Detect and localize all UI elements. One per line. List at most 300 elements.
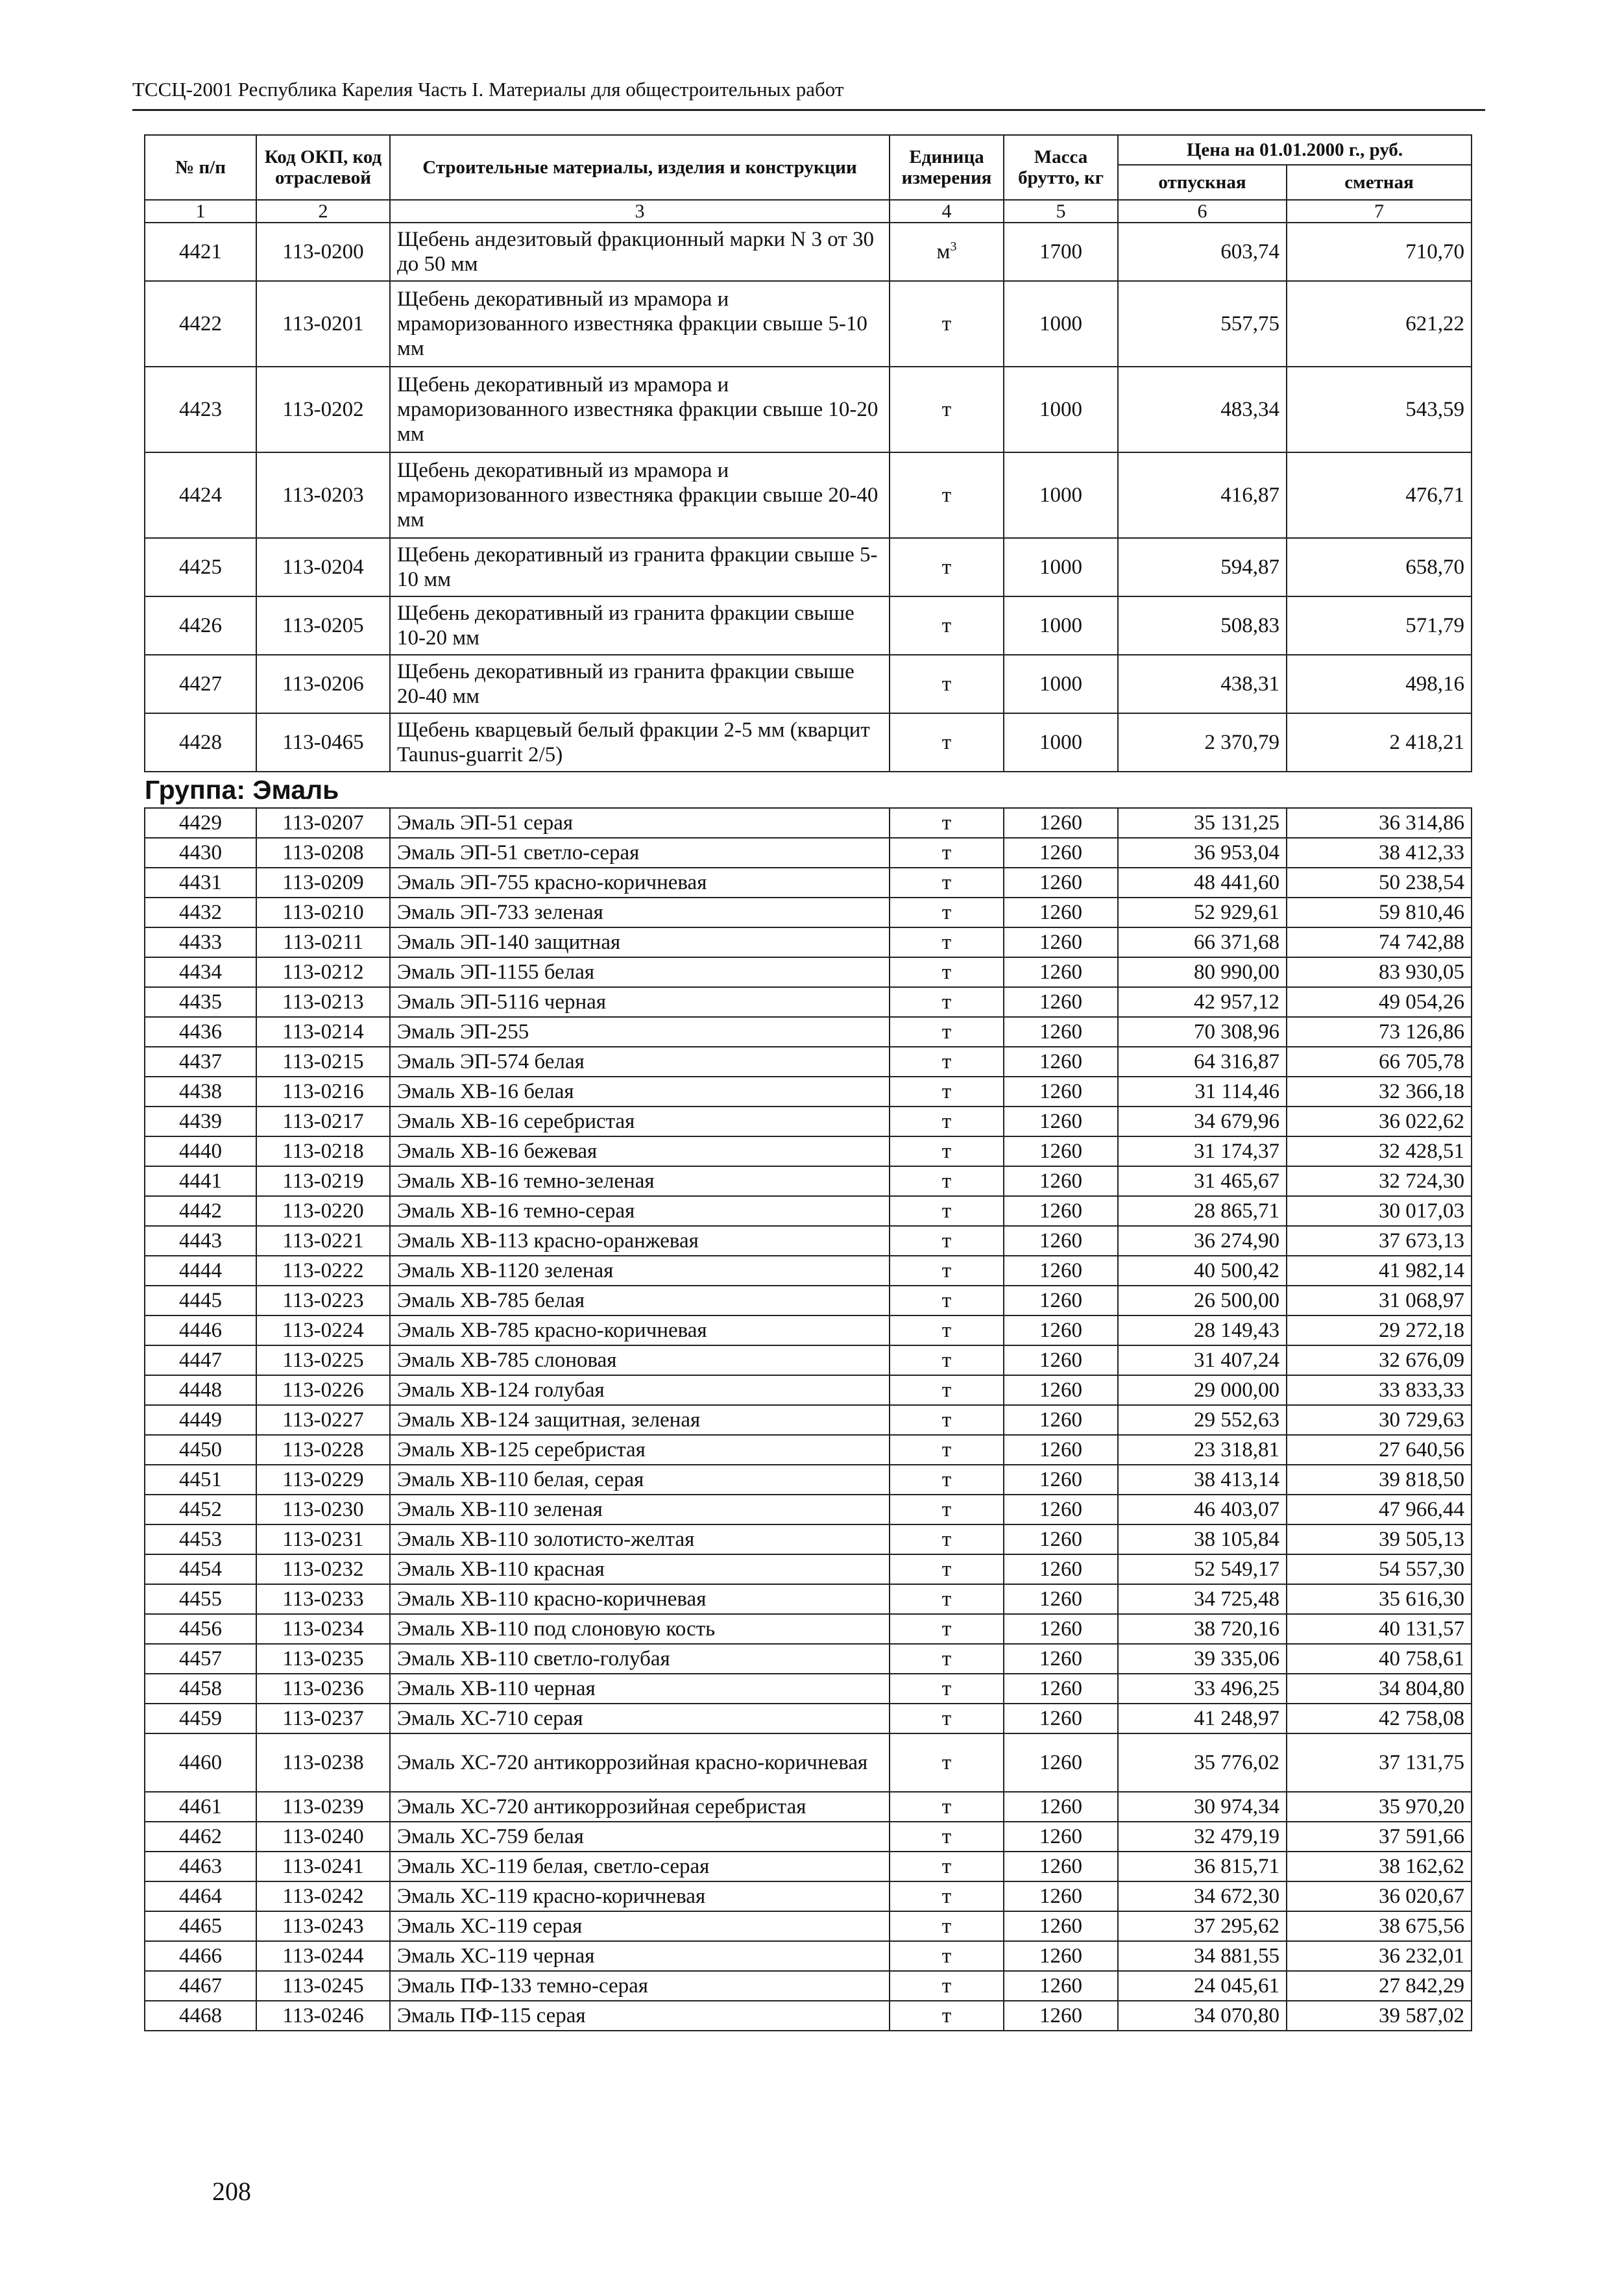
cell-num: 4435 [145, 987, 256, 1017]
cell-price-estimate: 54 557,30 [1287, 1554, 1472, 1584]
cell-unit: т [890, 367, 1004, 452]
table-row [145, 1345, 1472, 1375]
cell-price-estimate: 42 758,08 [1287, 1704, 1472, 1733]
table-row [145, 1315, 1472, 1345]
cell-unit: т [890, 808, 1004, 838]
cell-mass: 1260 [1004, 1852, 1118, 1881]
cell-unit: т [890, 1465, 1004, 1495]
cell-unit: т [890, 1822, 1004, 1852]
table-row [145, 2001, 1472, 2031]
cell-price-estimate: 29 272,18 [1287, 1315, 1472, 1345]
table-row [145, 1584, 1472, 1614]
cell-num: 4424 [145, 452, 256, 538]
cell-price-release: 34 881,55 [1118, 1941, 1287, 1971]
cell-price-release: 483,34 [1118, 367, 1287, 452]
table-row [145, 1286, 1472, 1315]
table-row [145, 927, 1472, 957]
cell-num: 4449 [145, 1405, 256, 1435]
crushed-stone-rows [145, 223, 1472, 772]
cell-price-release: 35 776,02 [1118, 1733, 1287, 1792]
cell-name: Эмаль ЭП-574 белая [390, 1047, 890, 1077]
cell-unit: т [890, 1524, 1004, 1554]
cell-price-release: 24 045,61 [1118, 1971, 1287, 2001]
cell-mass: 1260 [1004, 1674, 1118, 1704]
cell-mass: 1260 [1004, 1644, 1118, 1674]
cell-name: Эмаль ХВ-110 черная [390, 1674, 890, 1704]
cell-price-release: 35 131,25 [1118, 808, 1287, 838]
cell-unit: т [890, 1017, 1004, 1047]
cell-okp: 113-0217 [256, 1107, 390, 1136]
cell-mass: 1260 [1004, 808, 1118, 838]
cell-num: 4428 [145, 713, 256, 772]
cell-price-release: 31 465,67 [1118, 1166, 1287, 1196]
cell-price-release: 80 990,00 [1118, 957, 1287, 987]
cell-mass: 1260 [1004, 1196, 1118, 1226]
cell-okp: 113-0208 [256, 838, 390, 868]
cell-price-release: 38 105,84 [1118, 1524, 1287, 1554]
cell-num: 4454 [145, 1554, 256, 1584]
cell-num: 4429 [145, 808, 256, 838]
cell-price-release: 32 479,19 [1118, 1822, 1287, 1852]
table-row [145, 898, 1472, 927]
cell-price-estimate: 710,70 [1287, 223, 1472, 281]
cell-okp: 113-0220 [256, 1196, 390, 1226]
table-row [145, 538, 1472, 596]
cell-price-release: 66 371,68 [1118, 927, 1287, 957]
cell-price-estimate: 38 675,56 [1287, 1911, 1472, 1941]
cell-okp: 113-0234 [256, 1614, 390, 1644]
table-row [145, 838, 1472, 868]
header-unit: Единица измерения [890, 135, 1004, 200]
cell-num: 4448 [145, 1375, 256, 1405]
cell-name: Эмаль ХВ-124 голубая [390, 1375, 890, 1405]
table-row [145, 1941, 1472, 1971]
cell-name: Эмаль ХВ-110 светло-голубая [390, 1644, 890, 1674]
cell-price-estimate: 38 412,33 [1287, 838, 1472, 868]
cell-price-estimate: 39 587,02 [1287, 2001, 1472, 2031]
cell-mass: 1000 [1004, 655, 1118, 713]
cell-price-release: 34 672,30 [1118, 1881, 1287, 1911]
cell-mass: 1260 [1004, 1166, 1118, 1196]
cell-name: Щебень кварцевый белый фракции 2-5 мм (кварцит Taunus-guarrit 2/5) [390, 713, 890, 772]
cell-okp: 113-0242 [256, 1881, 390, 1911]
cell-okp: 113-0212 [256, 957, 390, 987]
cell-price-estimate: 476,71 [1287, 452, 1472, 538]
table-row [145, 655, 1472, 713]
cell-name: Эмаль ЭП-755 красно-коричневая [390, 868, 890, 898]
cell-name: Эмаль ПФ-133 темно-серая [390, 1971, 890, 2001]
cell-okp: 113-0226 [256, 1375, 390, 1405]
cell-unit: т [890, 1286, 1004, 1315]
cell-unit: т [890, 1554, 1004, 1584]
cell-price-estimate: 32 724,30 [1287, 1166, 1472, 1196]
cell-mass: 1700 [1004, 223, 1118, 281]
cell-okp: 113-0204 [256, 538, 390, 596]
cell-num: 4425 [145, 538, 256, 596]
table-row [145, 1614, 1472, 1644]
cell-num: 4434 [145, 957, 256, 987]
cell-name: Эмаль ХВ-113 красно-оранжевая [390, 1226, 890, 1256]
cell-unit: т [890, 281, 1004, 367]
cell-okp: 113-0244 [256, 1941, 390, 1971]
cell-price-estimate: 35 616,30 [1287, 1584, 1472, 1614]
table-row [145, 1077, 1472, 1107]
cell-okp: 113-0227 [256, 1405, 390, 1435]
header-mass: Масса брутто, кг [1004, 135, 1118, 200]
unit-base: м [936, 240, 951, 263]
cell-mass: 1260 [1004, 1286, 1118, 1315]
cell-okp: 113-0233 [256, 1584, 390, 1614]
cell-okp: 113-0224 [256, 1315, 390, 1345]
cell-unit: т [890, 1405, 1004, 1435]
cell-price-estimate: 36 022,62 [1287, 1107, 1472, 1136]
cell-mass: 1260 [1004, 1733, 1118, 1792]
table-row [145, 1733, 1472, 1792]
cell-num: 4436 [145, 1017, 256, 1047]
table-row [145, 1495, 1472, 1524]
cell-name: Эмаль ХВ-110 золотисто-желтая [390, 1524, 890, 1554]
cell-name: Эмаль ЭП-140 защитная [390, 927, 890, 957]
column-number: 1 [145, 200, 256, 223]
cell-name: Щебень декоративный из мрамора и мраморизованного известняка фракции свыше 20-40 мм [390, 452, 890, 538]
table-row [145, 1971, 1472, 2001]
cell-name: Эмаль ХС-119 черная [390, 1941, 890, 1971]
cell-mass: 1260 [1004, 1822, 1118, 1852]
cell-num: 4422 [145, 281, 256, 367]
cell-okp: 113-0235 [256, 1644, 390, 1674]
cell-mass: 1260 [1004, 2001, 1118, 2031]
cell-okp: 113-0223 [256, 1286, 390, 1315]
cell-num: 4458 [145, 1674, 256, 1704]
cell-num: 4442 [145, 1196, 256, 1226]
cell-num: 4451 [145, 1465, 256, 1495]
cell-okp: 113-0236 [256, 1674, 390, 1704]
cell-num: 4432 [145, 898, 256, 927]
cell-name: Эмаль ЭП-51 серая [390, 808, 890, 838]
cell-price-release: 37 295,62 [1118, 1911, 1287, 1941]
cell-okp: 113-0221 [256, 1226, 390, 1256]
cell-unit: т [890, 957, 1004, 987]
cell-num: 4427 [145, 655, 256, 713]
cell-mass: 1260 [1004, 1495, 1118, 1524]
cell-unit: т [890, 1733, 1004, 1792]
cell-name: Эмаль ХС-759 белая [390, 1822, 890, 1852]
cell-name: Эмаль ХВ-110 под слоновую кость [390, 1614, 890, 1644]
cell-unit: т [890, 1166, 1004, 1196]
column-number: 3 [390, 200, 890, 223]
cell-price-estimate: 41 982,14 [1287, 1256, 1472, 1286]
group-row [145, 772, 1472, 808]
cell-okp: 113-0240 [256, 1822, 390, 1852]
cell-num: 4467 [145, 1971, 256, 2001]
cell-unit: т [890, 1911, 1004, 1941]
cell-price-release: 29 000,00 [1118, 1375, 1287, 1405]
cell-okp: 113-0205 [256, 596, 390, 655]
cell-price-estimate: 658,70 [1287, 538, 1472, 596]
cell-mass: 1260 [1004, 1881, 1118, 1911]
cell-num: 4430 [145, 838, 256, 868]
cell-unit: т [890, 596, 1004, 655]
cell-num: 4431 [145, 868, 256, 898]
cell-okp: 113-0229 [256, 1465, 390, 1495]
cell-unit: т [890, 1345, 1004, 1375]
cell-unit: т [890, 2001, 1004, 2031]
cell-name: Эмаль ХВ-785 белая [390, 1286, 890, 1315]
header-okp: Код ОКП, код отраслевой [256, 135, 390, 200]
cell-unit: т [890, 538, 1004, 596]
cell-price-estimate: 66 705,78 [1287, 1047, 1472, 1077]
cell-num: 4450 [145, 1435, 256, 1465]
cell-name: Эмаль ХС-710 серая [390, 1704, 890, 1733]
cell-mass: 1260 [1004, 1107, 1118, 1136]
cell-num: 4466 [145, 1941, 256, 1971]
cell-price-estimate: 31 068,97 [1287, 1286, 1472, 1315]
table-row [145, 1465, 1472, 1495]
cell-mass: 1260 [1004, 1226, 1118, 1256]
cell-price-estimate: 39 818,50 [1287, 1465, 1472, 1495]
cell-price-estimate: 498,16 [1287, 655, 1472, 713]
cell-name: Эмаль ЭП-733 зеленая [390, 898, 890, 927]
table-row [145, 1881, 1472, 1911]
cell-price-release: 46 403,07 [1118, 1495, 1287, 1524]
cell-price-release: 28 149,43 [1118, 1315, 1287, 1345]
cell-unit: т [890, 1435, 1004, 1465]
cell-unit: т [890, 1881, 1004, 1911]
cell-unit: т [890, 1614, 1004, 1644]
cell-unit: т [890, 713, 1004, 772]
cell-mass: 1260 [1004, 1077, 1118, 1107]
cell-price-release: 603,74 [1118, 223, 1287, 281]
cell-name: Эмаль ХВ-110 красная [390, 1554, 890, 1584]
cell-mass: 1260 [1004, 838, 1118, 868]
cell-unit: т [890, 1315, 1004, 1345]
cell-mass: 1260 [1004, 868, 1118, 898]
cell-num: 4459 [145, 1704, 256, 1733]
cell-price-estimate: 37 591,66 [1287, 1822, 1472, 1852]
cell-price-release: 594,87 [1118, 538, 1287, 596]
cell-unit: т [890, 1107, 1004, 1136]
cell-num: 4443 [145, 1226, 256, 1256]
cell-price-estimate: 30 017,03 [1287, 1196, 1472, 1226]
cell-unit: т [890, 1136, 1004, 1166]
column-number: 7 [1287, 200, 1472, 223]
cell-unit: т [890, 1584, 1004, 1614]
header-price-group: Цена на 01.01.2000 г., руб. [1118, 135, 1472, 165]
cell-unit: т [890, 1196, 1004, 1226]
cell-num: 4439 [145, 1107, 256, 1136]
cell-mass: 1260 [1004, 957, 1118, 987]
cell-okp: 113-0216 [256, 1077, 390, 1107]
cell-okp: 113-0243 [256, 1911, 390, 1941]
cell-num: 4464 [145, 1881, 256, 1911]
cell-price-release: 38 720,16 [1118, 1614, 1287, 1644]
cell-name: Эмаль ХВ-110 красно-коричневая [390, 1584, 890, 1614]
cell-price-estimate: 59 810,46 [1287, 898, 1472, 927]
cell-mass: 1260 [1004, 1911, 1118, 1941]
cell-price-release: 42 957,12 [1118, 987, 1287, 1017]
cell-price-estimate: 27 640,56 [1287, 1435, 1472, 1465]
cell-unit: т [890, 1495, 1004, 1524]
cell-okp: 113-0237 [256, 1704, 390, 1733]
cell-unit: т [890, 927, 1004, 957]
cell-okp: 113-0211 [256, 927, 390, 957]
cell-mass: 1000 [1004, 367, 1118, 452]
table-row [145, 1405, 1472, 1435]
cell-price-release: 52 549,17 [1118, 1554, 1287, 1584]
cell-mass: 1260 [1004, 1614, 1118, 1644]
cell-price-estimate: 27 842,29 [1287, 1971, 1472, 2001]
cell-price-release: 34 679,96 [1118, 1107, 1287, 1136]
table-row [145, 1136, 1472, 1166]
cell-name: Щебень декоративный из гранита фракции свыше 5-10 мм [390, 538, 890, 596]
cell-okp: 113-0201 [256, 281, 390, 367]
cell-name: Эмаль ХС-119 красно-коричневая [390, 1881, 890, 1911]
cell-num: 4444 [145, 1256, 256, 1286]
header-name: Строительные материалы, изделия и конструкции [390, 135, 890, 200]
cell-price-estimate: 74 742,88 [1287, 927, 1472, 957]
column-number-row [145, 200, 1472, 223]
cell-mass: 1000 [1004, 281, 1118, 367]
cell-unit [890, 223, 1004, 281]
cell-unit: т [890, 1644, 1004, 1674]
table-row [145, 868, 1472, 898]
cell-mass: 1260 [1004, 1136, 1118, 1166]
cell-price-estimate: 49 054,26 [1287, 987, 1472, 1017]
cell-name: Щебень декоративный из гранита фракции свыше 10-20 мм [390, 596, 890, 655]
cell-price-release: 39 335,06 [1118, 1644, 1287, 1674]
cell-price-estimate: 36 020,67 [1287, 1881, 1472, 1911]
cell-name: Эмаль ХВ-110 зеленая [390, 1495, 890, 1524]
cell-mass: 1260 [1004, 1405, 1118, 1435]
cell-unit: т [890, 1256, 1004, 1286]
cell-num: 4446 [145, 1315, 256, 1345]
cell-unit: т [890, 1971, 1004, 2001]
table-row [145, 596, 1472, 655]
cell-okp: 113-0230 [256, 1495, 390, 1524]
table-row [145, 957, 1472, 987]
cell-name: Эмаль ХВ-124 защитная, зеленая [390, 1405, 890, 1435]
cell-unit: т [890, 452, 1004, 538]
cell-mass: 1260 [1004, 1584, 1118, 1614]
cell-price-release: 31 407,24 [1118, 1345, 1287, 1375]
cell-mass: 1260 [1004, 1315, 1118, 1345]
cell-price-release: 33 496,25 [1118, 1674, 1287, 1704]
cell-okp: 113-0200 [256, 223, 390, 281]
cell-price-estimate: 83 930,05 [1287, 957, 1472, 987]
cell-price-release: 52 929,61 [1118, 898, 1287, 927]
cell-price-release: 70 308,96 [1118, 1017, 1287, 1047]
cell-okp: 113-0241 [256, 1852, 390, 1881]
cell-price-release: 557,75 [1118, 281, 1287, 367]
cell-mass: 1260 [1004, 1017, 1118, 1047]
cell-price-estimate: 40 131,57 [1287, 1614, 1472, 1644]
cell-unit: т [890, 1226, 1004, 1256]
cell-price-release: 416,87 [1118, 452, 1287, 538]
cell-num: 4461 [145, 1792, 256, 1822]
running-head: ТССЦ-2001 Республика Карелия Часть I. Материалы для общестроительных работ [132, 77, 1485, 111]
cell-name: Эмаль ХВ-1120 зеленая [390, 1256, 890, 1286]
cell-name: Эмаль ХВ-785 красно-коричневая [390, 1315, 890, 1345]
cell-name: Эмаль ХС-119 белая, светло-серая [390, 1852, 890, 1881]
cell-unit: т [890, 1792, 1004, 1822]
cell-name: Эмаль ЭП-5116 черная [390, 987, 890, 1017]
cell-unit: т [890, 1704, 1004, 1733]
table-row [145, 1435, 1472, 1465]
cell-price-release: 38 413,14 [1118, 1465, 1287, 1495]
cell-price-estimate: 32 366,18 [1287, 1077, 1472, 1107]
cell-okp: 113-0219 [256, 1166, 390, 1196]
table-row [145, 1047, 1472, 1077]
cell-price-estimate: 571,79 [1287, 596, 1472, 655]
cell-num: 4426 [145, 596, 256, 655]
cell-mass: 1000 [1004, 452, 1118, 538]
cell-mass: 1260 [1004, 1554, 1118, 1584]
cell-price-estimate: 34 804,80 [1287, 1674, 1472, 1704]
cell-price-estimate: 37 131,75 [1287, 1733, 1472, 1792]
cell-num: 4437 [145, 1047, 256, 1077]
cell-okp: 113-0213 [256, 987, 390, 1017]
cell-price-estimate: 32 428,51 [1287, 1136, 1472, 1166]
cell-unit: т [890, 1852, 1004, 1881]
cell-mass: 1000 [1004, 596, 1118, 655]
table-row [145, 987, 1472, 1017]
cell-price-release: 508,83 [1118, 596, 1287, 655]
cell-price-release: 438,31 [1118, 655, 1287, 713]
cell-price-release: 30 974,34 [1118, 1792, 1287, 1822]
cell-okp: 113-0214 [256, 1017, 390, 1047]
table-row [145, 1674, 1472, 1704]
cell-mass: 1260 [1004, 1792, 1118, 1822]
cell-num: 4433 [145, 927, 256, 957]
cell-mass: 1260 [1004, 1524, 1118, 1554]
cell-name: Эмаль ХВ-110 белая, серая [390, 1465, 890, 1495]
cell-num: 4445 [145, 1286, 256, 1315]
price-table [144, 134, 1472, 2031]
cell-unit: т [890, 1375, 1004, 1405]
cell-price-release: 34 070,80 [1118, 2001, 1287, 2031]
cell-price-release: 34 725,48 [1118, 1584, 1287, 1614]
group-enamel-section [145, 772, 1472, 808]
cell-unit: т [890, 868, 1004, 898]
unit-superscript: 3 [950, 239, 957, 254]
cell-mass: 1260 [1004, 1971, 1118, 2001]
cell-num: 4465 [145, 1911, 256, 1941]
cell-okp: 113-0245 [256, 1971, 390, 2001]
cell-mass: 1260 [1004, 1465, 1118, 1495]
cell-okp: 113-0225 [256, 1345, 390, 1375]
cell-name: Эмаль ПФ-115 серая [390, 2001, 890, 2031]
cell-num: 4453 [145, 1524, 256, 1554]
cell-mass: 1260 [1004, 1047, 1118, 1077]
cell-mass: 1260 [1004, 1704, 1118, 1733]
cell-price-estimate: 47 966,44 [1287, 1495, 1472, 1524]
cell-okp: 113-0206 [256, 655, 390, 713]
cell-name: Щебень декоративный из мрамора и мраморизованного известняка фракции свыше 10-20 мм [390, 367, 890, 452]
cell-name: Щебень декоративный из гранита фракции свыше 20-40 мм [390, 655, 890, 713]
column-number: 2 [256, 200, 390, 223]
column-number: 4 [890, 200, 1004, 223]
table-row [145, 1256, 1472, 1286]
cell-name: Эмаль ХС-119 серая [390, 1911, 890, 1941]
table-row [145, 452, 1472, 538]
cell-num: 4468 [145, 2001, 256, 2031]
cell-price-estimate: 36 314,86 [1287, 808, 1472, 838]
cell-name: Эмаль ЭП-255 [390, 1017, 890, 1047]
cell-price-estimate: 33 833,33 [1287, 1375, 1472, 1405]
table-row [145, 1166, 1472, 1196]
cell-num: 4447 [145, 1345, 256, 1375]
table-row [145, 1704, 1472, 1733]
